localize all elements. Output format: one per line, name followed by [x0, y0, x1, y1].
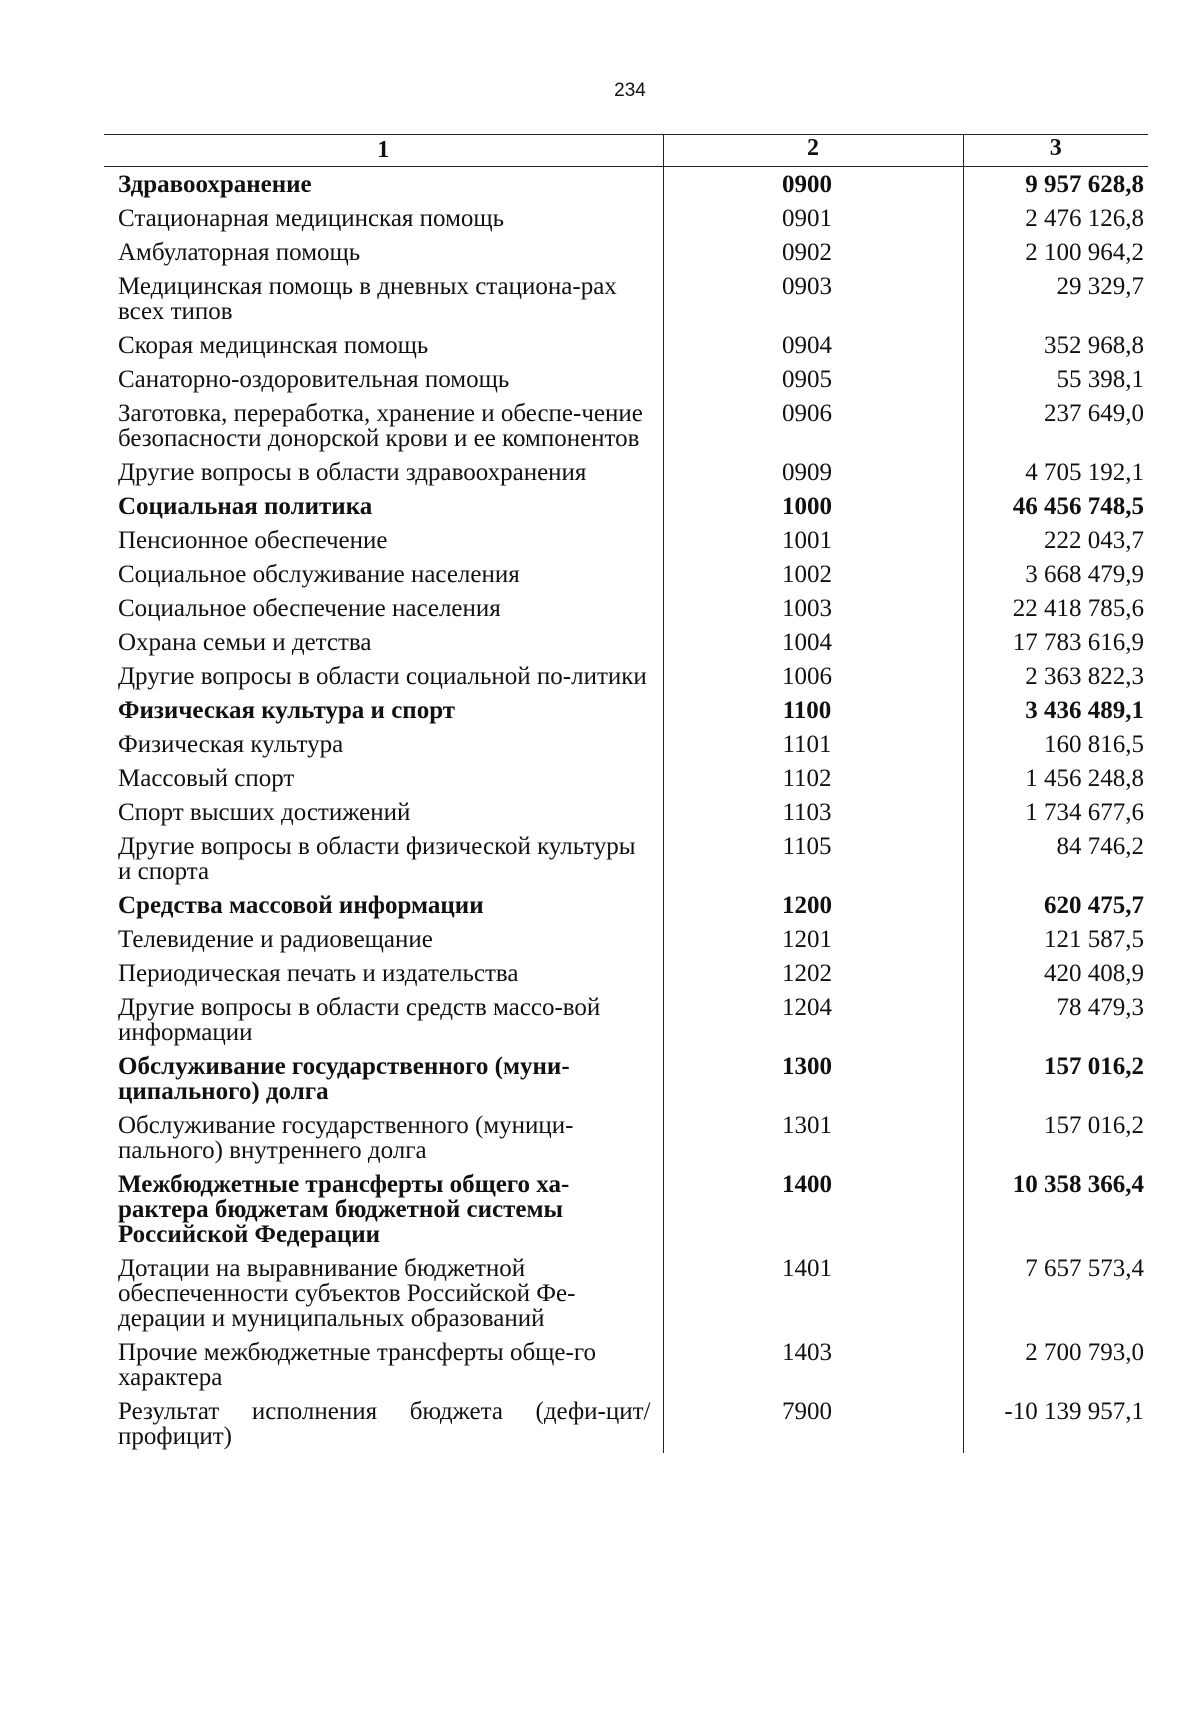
row-amount: 3 436 489,1 — [963, 693, 1148, 727]
row-amount: 157 016,2 — [963, 1049, 1148, 1108]
table-row — [104, 328, 1148, 362]
row-name: Скорая медицинская помощь — [118, 332, 429, 359]
row-name: Периодическая печать и издательства — [118, 960, 519, 987]
table-row — [104, 167, 1148, 202]
table-row — [104, 396, 1148, 455]
row-code: 1103 — [663, 795, 963, 829]
row-amount: 1 734 677,6 — [963, 795, 1148, 829]
table-row — [104, 455, 1148, 489]
row-amount: 157 016,2 — [963, 1108, 1148, 1167]
row-name: Социальное обеспечение населения — [118, 595, 501, 622]
row-code: 1004 — [663, 625, 963, 659]
row-name: Обслуживание государственного (муни-ципального) долга — [118, 1053, 570, 1105]
row-amount: 55 398,1 — [963, 362, 1148, 396]
table-row — [104, 1251, 1148, 1335]
row-name: Межбюджетные трансферты общего ха-рактера бюджетам бюджетной системы Российской Федерации — [118, 1171, 570, 1248]
table-row — [104, 888, 1148, 922]
row-name: Другие вопросы в области социальной по-литики — [118, 663, 647, 690]
row-code: 1202 — [663, 956, 963, 990]
row-code: 1003 — [663, 591, 963, 625]
row-code: 1201 — [663, 922, 963, 956]
table-row — [104, 269, 1148, 328]
table-row — [104, 201, 1148, 235]
table-row — [104, 990, 1148, 1049]
table-row — [104, 795, 1148, 829]
table-row — [104, 1335, 1148, 1394]
row-amount: 2 363 822,3 — [963, 659, 1148, 693]
header-col-2: 2 — [663, 135, 963, 167]
row-code: 1400 — [663, 1167, 963, 1251]
row-name: Физическая культура — [118, 731, 344, 758]
row-code: 0901 — [663, 201, 963, 235]
row-amount: 2 700 793,0 — [963, 1335, 1148, 1394]
row-amount: 222 043,7 — [963, 523, 1148, 557]
table-row — [104, 956, 1148, 990]
row-amount: 420 408,9 — [963, 956, 1148, 990]
row-code: 1100 — [663, 693, 963, 727]
row-name: Здравоохранение — [118, 171, 312, 198]
row-name: Другие вопросы в области средств массо-вой информации — [118, 994, 601, 1046]
row-amount: 352 968,8 — [963, 328, 1148, 362]
row-code: 1301 — [663, 1108, 963, 1167]
table-row — [104, 591, 1148, 625]
row-name: Телевидение и радиовещание — [118, 926, 433, 953]
table-row — [104, 1108, 1148, 1167]
row-code: 1002 — [663, 557, 963, 591]
table-row — [104, 727, 1148, 761]
row-code: 1006 — [663, 659, 963, 693]
row-code: 1000 — [663, 489, 963, 523]
row-code: 0906 — [663, 396, 963, 455]
table-row — [104, 693, 1148, 727]
row-name: Пенсионное обеспечение — [118, 527, 388, 554]
row-code: 0903 — [663, 269, 963, 328]
row-name: Амбулаторная помощь — [118, 239, 361, 266]
row-amount: 4 705 192,1 — [963, 455, 1148, 489]
row-amount: 29 329,7 — [963, 269, 1148, 328]
row-code: 1105 — [663, 829, 963, 888]
row-amount: 7 657 573,4 — [963, 1251, 1148, 1335]
table-row — [104, 523, 1148, 557]
row-amount: 2 476 126,8 — [963, 201, 1148, 235]
row-amount: 10 358 366,4 — [963, 1167, 1148, 1251]
row-amount: 46 456 748,5 — [963, 489, 1148, 523]
header-row — [104, 135, 1148, 167]
row-name: Прочие межбюджетные трансферты обще-го характера — [118, 1339, 596, 1391]
row-amount: 2 100 964,2 — [963, 235, 1148, 269]
row-code: 1403 — [663, 1335, 963, 1394]
row-code: 1102 — [663, 761, 963, 795]
row-name: Медицинская помощь в дневных стациона-рах всех типов — [118, 273, 617, 325]
table-row — [104, 625, 1148, 659]
table-row — [104, 235, 1148, 269]
row-name: Обслуживание государственного (муници-пального) внутреннего долга — [118, 1112, 574, 1164]
row-name: Дотации на выравнивание бюджетной обеспеченности субъектов Российской Фе-дерации и муниципальных образований — [118, 1255, 576, 1332]
row-name: Другие вопросы в области здравоохранения — [118, 459, 587, 486]
row-amount: 22 418 785,6 — [963, 591, 1148, 625]
row-amount: 160 816,5 — [963, 727, 1148, 761]
row-amount: 17 783 616,9 — [963, 625, 1148, 659]
row-code: 0904 — [663, 328, 963, 362]
table-row — [104, 1394, 1148, 1453]
table-row — [104, 829, 1148, 888]
header-col-1: 1 — [104, 135, 663, 167]
table-body — [104, 167, 1148, 1454]
row-code: 7900 — [663, 1394, 963, 1453]
row-amount: 9 957 628,8 — [963, 167, 1148, 202]
row-name: Другие вопросы в области физической культуры и спорта — [118, 833, 636, 885]
table-header — [104, 135, 1148, 167]
row-name: Санаторно-оздоровительная помощь — [118, 366, 510, 393]
row-amount: 620 475,7 — [963, 888, 1148, 922]
table-row — [104, 489, 1148, 523]
row-amount: 84 746,2 — [963, 829, 1148, 888]
row-name: Результат исполнения бюджета (дефи-цит/профицит) — [118, 1398, 651, 1450]
row-code: 1001 — [663, 523, 963, 557]
row-amount: 237 649,0 — [963, 396, 1148, 455]
row-name: Стационарная медицинская помощь — [118, 205, 505, 232]
row-name: Заготовка, переработка, хранение и обеспе-чение безопасности донорской крови и ее компонентов — [118, 400, 643, 452]
table-row — [104, 922, 1148, 956]
row-code: 0909 — [663, 455, 963, 489]
row-name: Массовый спорт — [118, 765, 295, 792]
row-code: 1300 — [663, 1049, 963, 1108]
row-name: Охрана семьи и детства — [118, 629, 372, 656]
table-row — [104, 557, 1148, 591]
header-col-3: 3 — [963, 135, 1148, 167]
row-amount: 121 587,5 — [963, 922, 1148, 956]
row-name: Физическая культура и спорт — [118, 697, 456, 724]
page-number: 234 — [614, 80, 646, 101]
table-row — [104, 761, 1148, 795]
row-name: Средства массовой информации — [118, 892, 484, 919]
row-name: Социальное обслуживание населения — [118, 561, 520, 588]
row-code: 1200 — [663, 888, 963, 922]
table-row — [104, 1167, 1148, 1251]
row-code: 1101 — [663, 727, 963, 761]
table-row — [104, 1049, 1148, 1108]
row-amount: 3 668 479,9 — [963, 557, 1148, 591]
row-name: Спорт высших достижений — [118, 799, 411, 826]
row-code: 0902 — [663, 235, 963, 269]
row-name: Социальная политика — [118, 493, 373, 520]
row-code: 1204 — [663, 990, 963, 1049]
row-amount: 78 479,3 — [963, 990, 1148, 1049]
budget-table — [104, 134, 1148, 1453]
row-amount: 1 456 248,8 — [963, 761, 1148, 795]
row-code: 1401 — [663, 1251, 963, 1335]
row-code: 0905 — [663, 362, 963, 396]
table-row — [104, 362, 1148, 396]
row-amount: -10 139 957,1 — [963, 1394, 1148, 1453]
table-row — [104, 659, 1148, 693]
row-code: 0900 — [663, 167, 963, 202]
